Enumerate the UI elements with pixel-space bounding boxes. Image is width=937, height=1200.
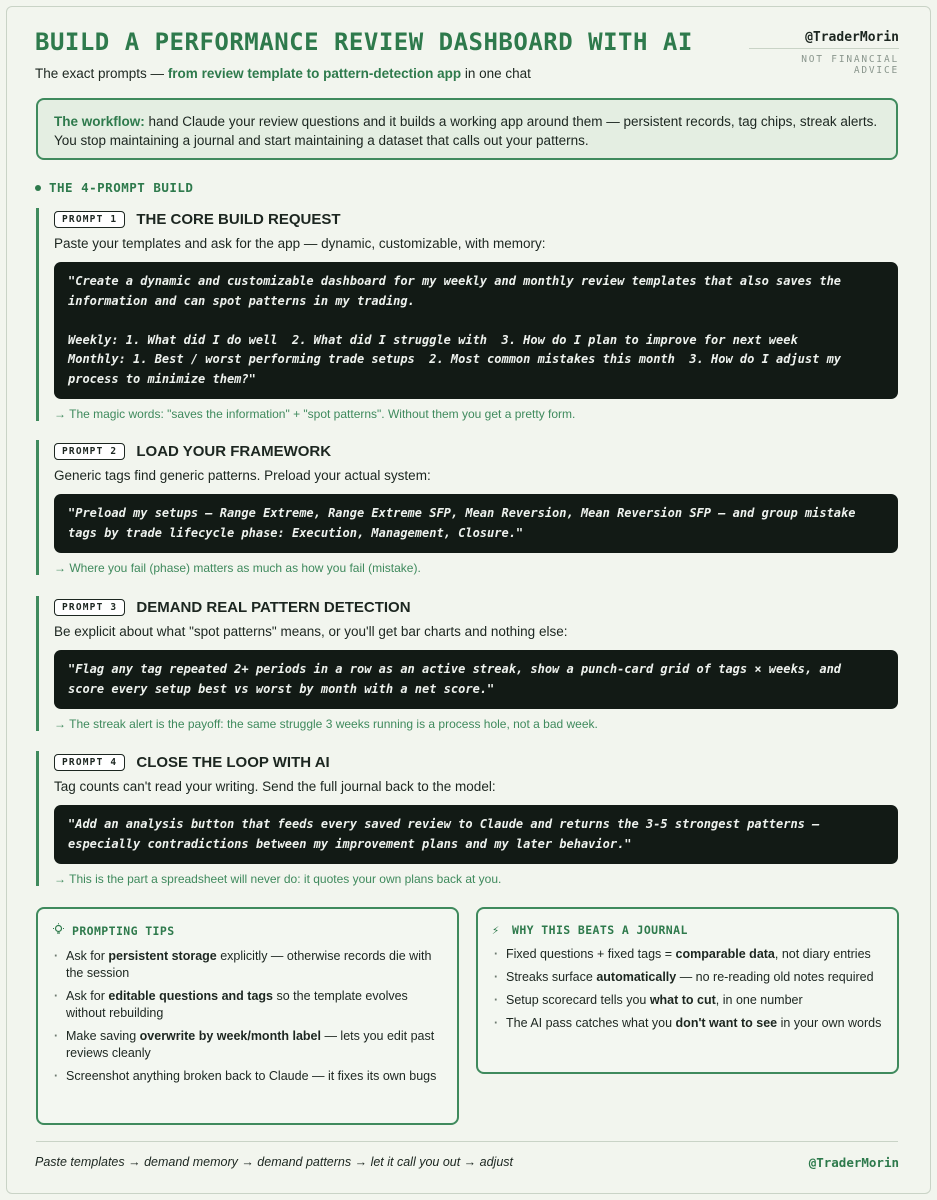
prompt-badge: PROMPT 2	[54, 443, 125, 460]
prompt-title: LOAD YOUR FRAMEWORK	[136, 442, 332, 460]
prompt-header	[54, 440, 898, 462]
page-title: BUILD A PERFORMANCE REVIEW DASHBOARD WITH AI	[35, 28, 693, 56]
list-item: · Screenshot anything broken back to Claude — it fixes its own bugs	[52, 1068, 443, 1085]
prompt-header	[54, 751, 898, 773]
prompt-block-4	[36, 751, 898, 886]
prompt-intro: Tag counts can't read your writing. Send the full journal back to the model:	[54, 779, 496, 794]
prompt-badge: PROMPT 1	[54, 211, 125, 228]
why-list	[492, 946, 883, 1032]
prompt-header	[54, 596, 898, 618]
prompt-block-2	[36, 440, 898, 575]
subtitle-highlight: from review template to pattern-detection app	[167, 66, 462, 81]
why-heading-text: WHY THIS BEATS A JOURNAL	[512, 923, 688, 937]
prompt-code-box[interactable]: "Preload my setups — Range Extreme, Range Extreme SFP, Mean Reversion, Mean Reversion SFP — and group mistake tags by trade lifecycle phase: Execution, Management, Closure."	[54, 494, 898, 553]
list-item: · Make saving overwrite by week/month label — lets you edit past reviews cleanly	[52, 1028, 443, 1062]
subtitle	[35, 66, 531, 81]
list-item: · Ask for persistent storage explicitly — otherwise records die with the session	[52, 948, 443, 982]
prompt-note: → The streak alert is the payoff: the same struggle 3 weeks running is a process hole, not a bad week.	[54, 717, 598, 731]
workflow-callout	[36, 98, 898, 160]
prompt-title: DEMAND REAL PATTERN DETECTION	[136, 598, 411, 616]
prompt-badge: PROMPT 3	[54, 599, 125, 616]
prompt-note: → This is the part a spreadsheet will never do: it quotes your own plans back at you.	[54, 872, 502, 886]
prompt-title: CLOSE THE LOOP WITH AI	[136, 753, 330, 771]
prompt-note: → Where you fail (phase) matters as much as how you fail (mistake).	[54, 561, 421, 575]
prompt-block-3	[36, 596, 898, 731]
prompt-note: → The magic words: "saves the information" + "spot patterns". Without them you get a pretty form.	[54, 407, 576, 421]
prompt-title: THE CORE BUILD REQUEST	[136, 210, 341, 228]
footer-flow: Paste templates → demand memory → demand patterns → let it call you out → adjust	[35, 1155, 513, 1169]
prompt-intro: Generic tags find generic patterns. Preload your actual system:	[54, 468, 431, 483]
list-item: · The AI pass catches what you don't want to see in your own words	[492, 1015, 883, 1032]
prompt-code-box[interactable]: "Add an analysis button that feeds every saved review to Claude and returns the 3-5 strongest patterns — especially contradictions between my improvement plans and my later behavior."	[54, 805, 898, 864]
list-item: · Ask for editable questions and tags so the template evolves without rebuilding	[52, 988, 443, 1022]
prompting-tips-box	[36, 907, 459, 1125]
lightning-icon: ⚡	[492, 923, 500, 937]
prompt-intro: Paste your templates and ask for the app — dynamic, customizable, with memory:	[54, 236, 546, 251]
subtitle-pre: The exact prompts —	[35, 66, 168, 81]
prompt-code-box[interactable]: "Flag any tag repeated 2+ periods in a row as an active streak, show a punch-card grid of tags × weeks, and score every setup best vs worst by month with a net score."	[54, 650, 898, 709]
prompt-header	[54, 208, 898, 230]
list-item: · Setup scorecard tells you what to cut, in one number	[492, 992, 883, 1009]
list-item: · Streaks surface automatically — no re-reading old notes required	[492, 969, 883, 986]
prompt-badge: PROMPT 4	[54, 754, 125, 771]
prompt-intro: Be explicit about what "spot patterns" means, or you'll get bar charts and nothing else:	[54, 624, 568, 639]
tips-list	[52, 948, 443, 1085]
footer-handle[interactable]: @TraderMorin	[808, 1155, 899, 1170]
tips-heading-text: PROMPTING TIPS	[72, 924, 175, 938]
section-heading	[35, 180, 193, 195]
section-heading-text: THE 4-PROMPT BUILD	[49, 180, 194, 195]
why-beats-journal-box	[476, 907, 899, 1074]
disclaimer: NOT FINANCIAL ADVICE	[749, 48, 899, 76]
workflow-label: The workflow:	[54, 114, 145, 129]
why-heading	[492, 923, 883, 937]
prompt-code-box[interactable]: "Create a dynamic and customizable dashboard for my weekly and monthly review templates that also saves the information and can spot patterns in my trading. Weekly: 1. What did I do well 2. What did I struggle with 3. How do I plan to improve for next week Monthly: 1. Best / worst performing trade setups 2. Most common mistakes this month 3. How do I adjust my process to minimize them?"	[54, 262, 898, 399]
author-handle[interactable]: @TraderMorin	[805, 30, 899, 45]
footer-divider	[36, 1141, 898, 1142]
prompt-block-1	[36, 208, 898, 421]
lightbulb-icon	[52, 923, 68, 939]
list-item: · Fixed questions + fixed tags = comparable data, not diary entries	[492, 946, 883, 963]
workflow-text: hand Claude your review questions and it builds a working app around them — persistent records, tag chips, streak alerts. You stop maintaining a journal and start maintaining a dataset that calls out your patterns.	[54, 114, 878, 148]
subtitle-post: in one chat	[461, 66, 531, 81]
tips-heading	[52, 923, 443, 939]
bullet-dot-icon	[35, 185, 41, 191]
